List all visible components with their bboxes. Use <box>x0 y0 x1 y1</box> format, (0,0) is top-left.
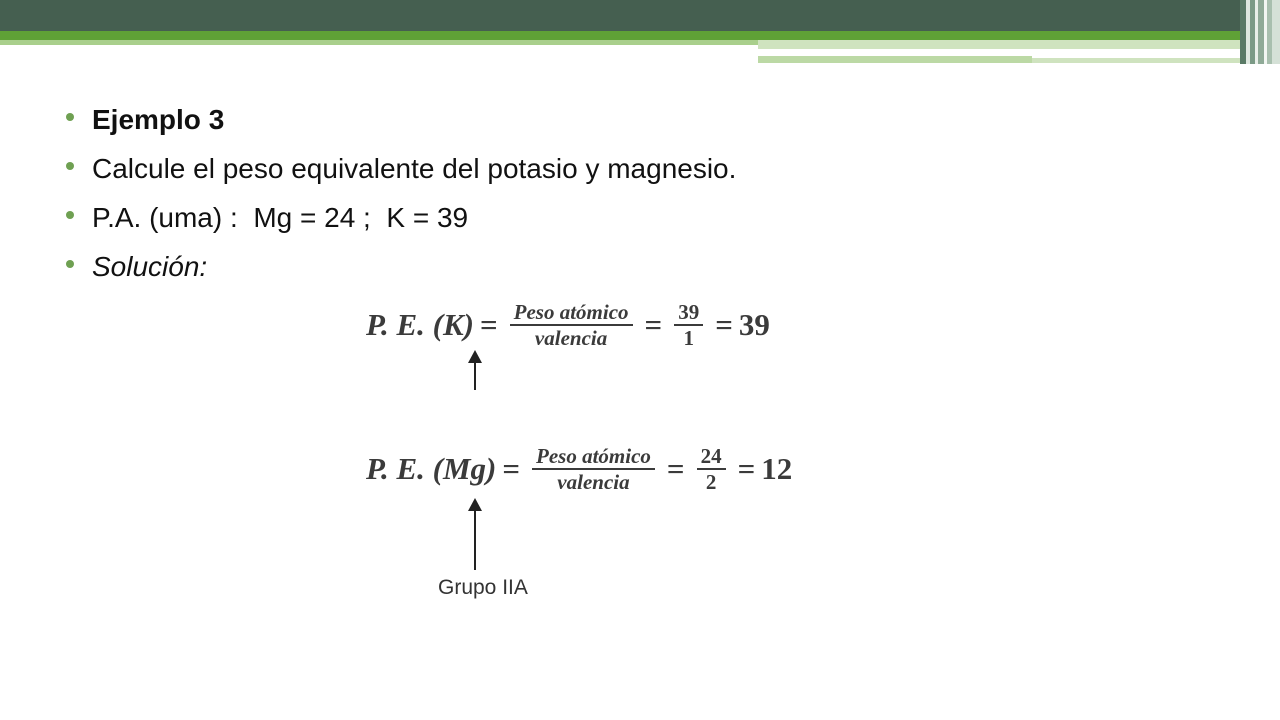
header-bar-accent <box>758 56 1032 63</box>
fraction-denominator: valencia <box>557 470 630 494</box>
bullet-item-solution <box>66 242 736 291</box>
header-bar-light-right <box>758 40 1240 49</box>
equals-sign: = <box>666 451 685 486</box>
equation-lhs: P. E. (Mg) <box>366 451 497 486</box>
equation-potassium <box>366 300 770 350</box>
bullet-dot <box>66 162 74 170</box>
equation-magnesium <box>366 444 792 494</box>
equals-sign: = <box>479 307 498 342</box>
fraction-denominator: valencia <box>534 326 608 350</box>
equation-result: 12 <box>761 451 793 486</box>
bullet-item-title <box>66 95 736 144</box>
header-bar-accent-right <box>1032 58 1240 63</box>
bullet-dot <box>66 260 74 268</box>
bullet-dot <box>66 113 74 121</box>
fraction-value-denominator: 2 <box>705 470 717 494</box>
header-bar-green <box>0 31 1240 40</box>
header-bar-light <box>0 40 758 45</box>
bullet-dot <box>66 211 74 219</box>
bullet-list <box>66 95 736 291</box>
problem-statement: Calcule el peso equivalente del potasio y magnesio. <box>92 153 737 184</box>
equation-lhs: P. E. (K) <box>366 307 474 342</box>
equation-result: 39 <box>738 307 770 342</box>
fraction-formula <box>532 444 655 494</box>
fraction-value-denominator: 1 <box>683 326 694 350</box>
fraction-numerator: Peso atómico <box>536 444 651 468</box>
equals-sign: = <box>715 307 733 342</box>
equals-sign: = <box>644 307 663 342</box>
solution-label: Solución: <box>92 251 208 282</box>
fraction-value-numerator: 24 <box>700 444 722 468</box>
fraction-numerator: Peso atómico <box>513 300 629 324</box>
header-stripes <box>1240 0 1280 64</box>
bullet-item-data <box>66 193 736 242</box>
header-bar-dark <box>0 0 1240 31</box>
fraction-formula <box>510 300 633 350</box>
group-label: Grupo IIA <box>438 576 528 599</box>
arrow-up-icon <box>474 362 476 390</box>
atomic-weights: P.A. (uma) : Mg = 24 ; K = 39 <box>92 202 469 233</box>
fraction-values <box>674 300 703 350</box>
arrow-up-icon <box>474 510 476 570</box>
fraction-values <box>697 444 726 494</box>
bullet-item-statement <box>66 144 736 193</box>
equals-sign: = <box>502 451 520 486</box>
fraction-value-numerator: 39 <box>678 300 700 324</box>
equals-sign: = <box>737 451 756 486</box>
example-title: Ejemplo 3 <box>92 104 225 135</box>
header-divider-line <box>758 51 1186 53</box>
